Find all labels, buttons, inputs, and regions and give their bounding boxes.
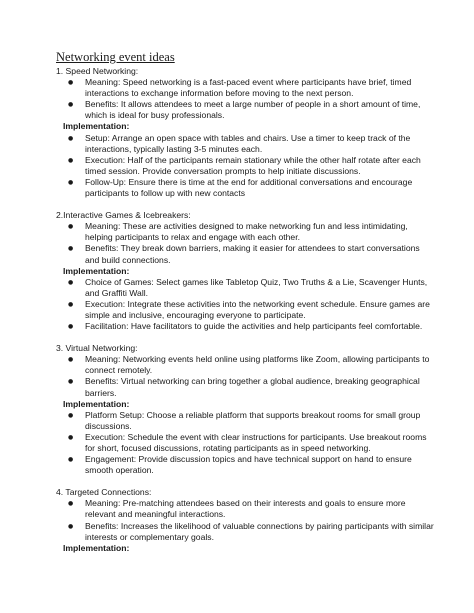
list-item: ● Platform Setup: Choose a reliable platform that supports breakout rooms for small group discussions.: [55, 410, 434, 432]
list-item: ● Benefits: It allows attendees to meet a large number of people in a short amount of time, which is ideal for busy professionals.: [55, 99, 434, 121]
section-virtual-networking: [55, 343, 434, 476]
bullet-list: [55, 277, 434, 332]
implementation-heading: Implementation:: [63, 121, 130, 132]
implementation-heading: Implementation:: [63, 542, 130, 553]
document-title: Networking event ideas: [56, 50, 175, 64]
bullet-list: [55, 77, 434, 121]
list-item: ● Benefits: Virtual networking can bring together a global audience, breaking geographical barriers.: [55, 376, 434, 398]
list-item: ● Execution: Schedule the event with clear instructions for participants. Use breakout rooms for short, focused discussions, rotating participants as in speed networking.: [55, 432, 434, 454]
bullet-list: [55, 354, 434, 398]
implementation-heading: Implementation:: [63, 398, 130, 409]
list-item: ● Follow-Up: Ensure there is time at the end for additional conversations and encourage participants to follow up with new contacts: [55, 177, 434, 199]
section-speed-networking: [55, 66, 434, 199]
bullet-list: [55, 498, 434, 542]
list-item: ● Meaning: Speed networking is a fast-paced event where participants have brief, timed interactions to exchange information before moving to the next person.: [55, 77, 434, 99]
implementation-heading: Implementation:: [63, 265, 130, 276]
list-item: ● Execution: Integrate these activities into the networking event schedule. Ensure games are simple and inclusive, encouraging everyone to participate.: [55, 299, 434, 321]
section-heading: 3. Virtual Networking:: [56, 343, 138, 354]
list-item: ● Meaning: These are activities designed to make networking fun and less intimidating, helping participants to relax and engage with each other.: [55, 221, 434, 243]
section-heading: 1. Speed Networking:: [56, 66, 139, 76]
section-interactive-games: [55, 210, 434, 332]
list-item: ● Meaning: Pre-matching attendees based on their interests and goals to ensure more relevant and meaningful interactions.: [55, 498, 434, 520]
list-item: ● Benefits: They break down barriers, making it easier for attendees to start conversations and build connections.: [55, 243, 434, 265]
list-item: ● Choice of Games: Select games like Tabletop Quiz, Two Truths & a Lie, Scavenger Hunts, and Graffiti Wall.: [55, 277, 434, 299]
section-heading: 4. Targeted Connections:: [56, 487, 152, 498]
list-item: ● Engagement: Provide discussion topics and have technical support on hand to ensure smooth operation.: [55, 454, 434, 476]
section-heading: 2.Interactive Games & Icebreakers:: [56, 210, 191, 221]
bullet-list: [55, 410, 434, 477]
list-item: ● Execution: Half of the participants remain stationary while the other half rotate after each timed session. Provide conversation prompts to help initiate discussions.: [55, 155, 434, 177]
section-targeted-connections: [55, 487, 434, 554]
list-item: ● Facilitation: Have facilitators to guide the activities and help participants feel comfortable.: [55, 321, 434, 332]
list-item: ● Setup: Arrange an open space with tables and chairs. Use a timer to keep track of the interactions, typically lasting 3-5 minutes each.: [55, 133, 434, 155]
list-item: ● Meaning: Networking events held online using platforms like Zoom, allowing participants to connect remotely.: [55, 354, 434, 376]
bullet-list: [55, 221, 434, 265]
list-item: ● Benefits: Increases the likelihood of valuable connections by pairing participants with similar interests or complementary goals.: [55, 521, 434, 543]
bullet-list: [55, 133, 434, 200]
